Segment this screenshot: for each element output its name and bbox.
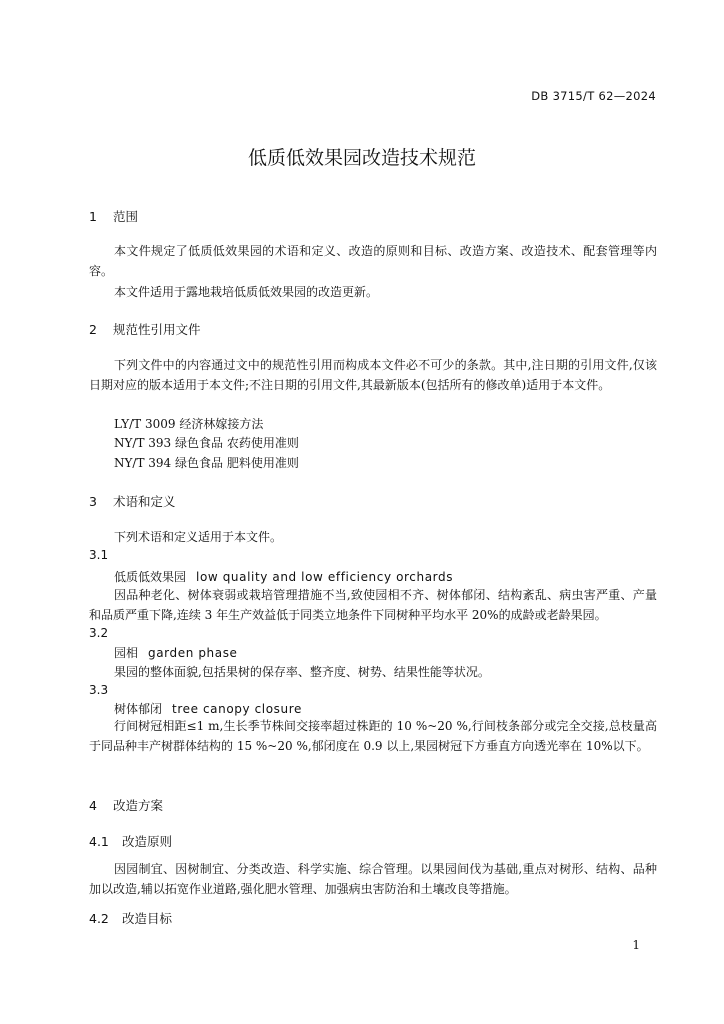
document-code: DB 3715/T 62—2024 xyxy=(531,89,656,103)
subsection-title: 改造原则 xyxy=(121,834,172,849)
section-number: 4 xyxy=(89,798,97,813)
term-definition: 行间树冠相距≤1 m,生长季节株间交接率超过株距的 10 %~20 %,行间枝条部分或完全交接,总枝量高于同品种丰产树群体结构的 15 %~20 %,郁闭度在 0.9 以上,果园树冠下方垂直方向透光率在 10%以下。 xyxy=(89,719,657,753)
section-title: 改造方案 xyxy=(112,798,163,813)
term-en: tree canopy closure xyxy=(172,702,302,716)
reference-item: NY/T 394 绿色食品 肥料使用准则 xyxy=(114,456,299,470)
section-number: 2 xyxy=(89,322,97,337)
page-number: 1 xyxy=(632,938,640,952)
term-heading xyxy=(114,644,238,661)
reference-item: LY/T 3009 经济林嫁接方法 xyxy=(114,417,264,431)
term-definition: 因品种老化、树体衰弱或栽培管理措施不当,致使园相不齐、树体郁闭、结构紊乱、病虫害严重、产量和品质严重下降,连续 3 年生产效益低于同类立地条件下同树种平均水平 20%的成龄或老龄果园。 xyxy=(89,588,657,622)
paragraph: 下列术语和定义适用于本文件。 xyxy=(114,530,283,544)
paragraph: 因园制宜、因树制宜、分类改造、科学实施、综合管理。以果园间伐为基础,重点对树形、结构、品种加以改造,辅以拓宽作业道路,强化肥水管理、加强病虫害防治和土壤改良等措施。 xyxy=(89,862,657,896)
section-number: 1 xyxy=(89,209,97,224)
term-zh: 园相 xyxy=(114,646,139,660)
subsection-number: 4.2 xyxy=(89,911,109,926)
paragraph: 本文件适用于露地栽培低质低效果园的改造更新。 xyxy=(114,285,379,299)
section-title: 范围 xyxy=(112,209,138,224)
section-title: 术语和定义 xyxy=(112,494,176,509)
reference-item: NY/T 393 绿色食品 农药使用准则 xyxy=(114,436,299,450)
term-heading xyxy=(114,700,302,717)
term-definition: 果园的整体面貌,包括果树的保存率、整齐度、树势、结果性能等状况。 xyxy=(114,665,490,679)
term-en: garden phase xyxy=(148,646,238,660)
term-number: 3.3 xyxy=(89,683,109,697)
section-title: 规范性引用文件 xyxy=(112,322,201,337)
term-zh: 低质低效果园 xyxy=(114,570,187,584)
subsection-number: 4.1 xyxy=(89,834,109,849)
term-number: 3.1 xyxy=(89,548,109,562)
subsection-title: 改造目标 xyxy=(121,911,172,926)
term-en: low quality and low efficiency orchards xyxy=(196,570,454,584)
term-heading xyxy=(114,568,453,585)
section-heading-4 xyxy=(89,796,163,814)
subsection-heading-4-1 xyxy=(89,832,172,850)
term-number: 3.2 xyxy=(89,626,109,640)
section-heading-3 xyxy=(89,492,176,510)
page-title: 低质低效果园改造技术规范 xyxy=(247,147,476,169)
paragraph: 本文件规定了低质低效果园的术语和定义、改造的原则和目标、改造方案、改造技术、配套管理等内容。 xyxy=(89,244,657,278)
section-number: 3 xyxy=(89,494,97,509)
subsection-heading-4-2 xyxy=(89,909,172,927)
section-heading-2 xyxy=(89,320,201,338)
paragraph: 下列文件中的内容通过文中的规范性引用而构成本文件必不可少的条款。其中,注日期的引用文件,仅该日期对应的版本适用于本文件;不注日期的引用文件,其最新版本(包括所有的修改单)适用于本文件。 xyxy=(89,358,657,392)
section-heading-1 xyxy=(89,207,138,225)
term-zh: 树体郁闭 xyxy=(114,702,163,716)
